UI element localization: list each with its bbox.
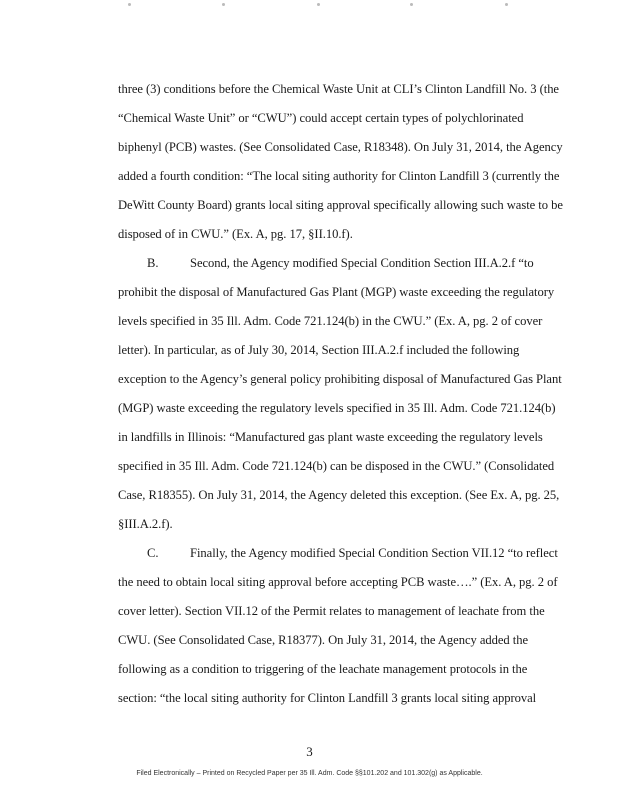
- body-line: cover letter). Section VII.12 of the Permit relates to management of leachate from the: [118, 604, 545, 618]
- scan-artifact: [317, 3, 320, 6]
- body-line: CWU. (See Consolidated Case, R18377). On July 31, 2014, the Agency added the: [118, 633, 528, 647]
- body-line: levels specified in 35 Ill. Adm. Code 721.124(b) in the CWU.” (Ex. A, pg. 2 of cover: [118, 314, 543, 328]
- body-line: Case, R18355). On July 31, 2014, the Agency deleted this exception. (See Ex. A, pg. 25,: [118, 488, 560, 502]
- scan-artifact: [128, 3, 131, 6]
- paragraph-label-b: B.: [147, 256, 159, 270]
- body-line: in landfills in Illinois: “Manufactured gas plant waste exceeding the regulatory levels: [118, 430, 543, 444]
- body-line: biphenyl (PCB) wastes. (See Consolidated Case, R18348). On July 31, 2014, the Agency: [118, 140, 563, 154]
- body-line: section: “the local siting authority for Clinton Landfill 3 grants local siting approval: [118, 691, 537, 705]
- body-line: “Chemical Waste Unit” or “CWU”) could accept certain types of polychlorinated: [118, 111, 524, 125]
- page-number: 3: [306, 744, 313, 759]
- body-line: letter). In particular, as of July 30, 2014, Section III.A.2.f included the following: [118, 343, 520, 357]
- body-line: Second, the Agency modified Special Condition Section III.A.2.f “to: [190, 256, 534, 270]
- body-line: following as a condition to triggering of the leachate management protocols in the: [118, 662, 528, 676]
- body-line: prohibit the disposal of Manufactured Gas Plant (MGP) waste exceeding the regulatory: [118, 285, 555, 299]
- body-line: three (3) conditions before the Chemical Waste Unit at CLI’s Clinton Landfill No. 3 (the: [118, 82, 559, 96]
- body-line: disposed of in CWU.” (Ex. A, pg. 17, §II.10.f).: [118, 227, 353, 241]
- paragraph-label-c: C.: [147, 546, 159, 560]
- body-line: DeWitt County Board) grants local siting approval specifically allowing such waste to be: [118, 198, 563, 212]
- body-line: Finally, the Agency modified Special Condition Section VII.12 “to reflect: [190, 546, 558, 560]
- body-line: §III.A.2.f).: [118, 517, 173, 531]
- body-line: the need to obtain local siting approval before accepting PCB waste….” (Ex. A, pg. 2 of: [118, 575, 558, 589]
- scan-artifact: [410, 3, 413, 6]
- body-line: (MGP) waste exceeding the regulatory levels specified in 35 Ill. Adm. Code 721.124(b): [118, 401, 556, 415]
- body-line: specified in 35 Ill. Adm. Code 721.124(b) can be disposed in the CWU.” (Consolidated: [118, 459, 555, 473]
- body-line: added a fourth condition: “The local siting authority for Clinton Landfill 3 (currently the: [118, 169, 560, 183]
- scan-artifact: [505, 3, 508, 6]
- footer-note: Filed Electronically – Printed on Recycled Paper per 35 Ill. Adm. Code §§101.202 and 101.302(g) as Applicable.: [136, 770, 483, 777]
- scan-artifact: [222, 3, 225, 6]
- body-line: exception to the Agency’s general policy prohibiting disposal of Manufactured Gas Plant: [118, 372, 562, 386]
